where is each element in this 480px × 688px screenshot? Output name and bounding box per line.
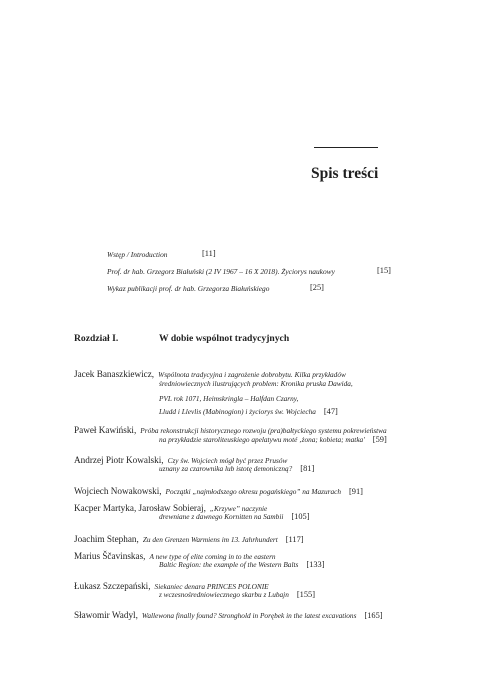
- entry-title: z wczesnośredniowiecznego skarbu z Lubajn: [159, 590, 289, 599]
- entry-page: [91]: [349, 487, 363, 496]
- entry-author: Paweł Kawiński,: [74, 425, 137, 435]
- entry-title: Czy św. Wojciech mógł być przez Prusów: [167, 456, 288, 465]
- entry-page: [155]: [296, 590, 315, 599]
- intro-title: Wstęp / Introduction: [107, 250, 168, 259]
- entry-author: Joachim Stephan,: [74, 534, 139, 544]
- entry-page: [105]: [291, 512, 310, 521]
- entry-title-line: [159, 435, 387, 444]
- entry-page: [133]: [306, 560, 325, 569]
- entry-title: A new type of elite coming in to the eastern: [149, 552, 276, 561]
- entry-title: drewniane z dawnego Kornitten na Sambii: [159, 512, 284, 521]
- entry-title: Siekaniec denara PRINCES POLONIE: [154, 582, 269, 591]
- chapter-title: W dobie wspólnot tradycyjnych: [159, 333, 290, 344]
- entry-title: na przykładzie staroliteuskiego apelatywu moté ‚żona; kobieta; matka': [159, 435, 365, 444]
- intro-title: Prof. dr hab. Grzegorz Białuński (2 IV 1967 – 16 X 2018). Życiorys naukowy: [107, 267, 335, 276]
- page-title: Spis treści: [311, 165, 379, 182]
- entry-author: Wojciech Nowakowski,: [74, 486, 162, 496]
- intro-entry: [107, 267, 335, 276]
- entry-title: Wallewona finally found? Stronghold in Porębek in the latest excavations: [141, 611, 357, 620]
- entry-title-line: PVL rok 1071, Heimskringla – Halfdan Czarny,: [159, 394, 299, 403]
- entry-title: Zu den Grenzen Warmiens im 13. Jahrhundert: [142, 535, 278, 544]
- entry-page: [47]: [323, 407, 338, 416]
- entry-title: Wspólnota tradycyjna i zagrożenie dobrobytu. Kilka przykładów: [158, 370, 346, 379]
- intro-page: [25]: [310, 283, 324, 292]
- intro-entry: [107, 250, 168, 259]
- intro-entry: [107, 284, 269, 293]
- intro-page: [15]: [377, 266, 391, 275]
- entry-page: [117]: [285, 535, 304, 544]
- entry-title-line: [159, 464, 314, 473]
- entry-author: Andrzej Piotr Kowalski,: [74, 455, 164, 465]
- entry-page: [81]: [300, 464, 315, 473]
- entry-title-line: [159, 560, 325, 569]
- chapter-number: Rozdział I.: [74, 333, 119, 344]
- heading-rule: [314, 147, 378, 148]
- entry-title: uznany za czarownika lub istotę demoniczną?: [159, 464, 293, 473]
- entry-author: Kacper Martyka, Jarosław Sobieraj,: [74, 503, 206, 513]
- entry-author: Marius Ščavinskas,: [74, 551, 146, 561]
- entry-title-line: [159, 590, 315, 599]
- entry-author: Sławomir Wadyl,: [74, 610, 138, 620]
- entry-title-line: [159, 407, 338, 416]
- entry-page: [165]: [364, 611, 383, 620]
- entry-title: Baltic Region: the example of the Western Balts: [159, 560, 299, 569]
- entry-author: Jacek Banaszkiewicz,: [74, 369, 155, 379]
- entry-page: [59]: [372, 435, 387, 444]
- entry-title: „Krzywe” naczynie: [209, 504, 268, 513]
- intro-page: [11]: [202, 249, 216, 258]
- entry-title-line: średniowiecznych ilustrujących problem: Kronika pruska Dawida,: [159, 379, 353, 388]
- entry-author: Łukasz Szczepański,: [74, 581, 151, 591]
- intro-title: Wykaz publikacji prof. dr hab. Grzegorza Białuńskiego: [107, 284, 270, 293]
- entry-title-line: [159, 512, 310, 521]
- toc-entry: [74, 529, 304, 547]
- entry-title: Lludd i Llevlis (Mabinogion) i życiorys św. Wojciecha: [159, 407, 316, 416]
- entry-title: Początki „najmłodszego okresu pogańskiego” na Mazurach: [165, 487, 341, 496]
- toc-entry: [74, 605, 383, 623]
- toc-entry: [74, 481, 363, 499]
- entry-title: Próba rekonstrukcji historycznego rozwoju (pra)bałtyckiego systemu pokrewieństwa: [140, 426, 387, 435]
